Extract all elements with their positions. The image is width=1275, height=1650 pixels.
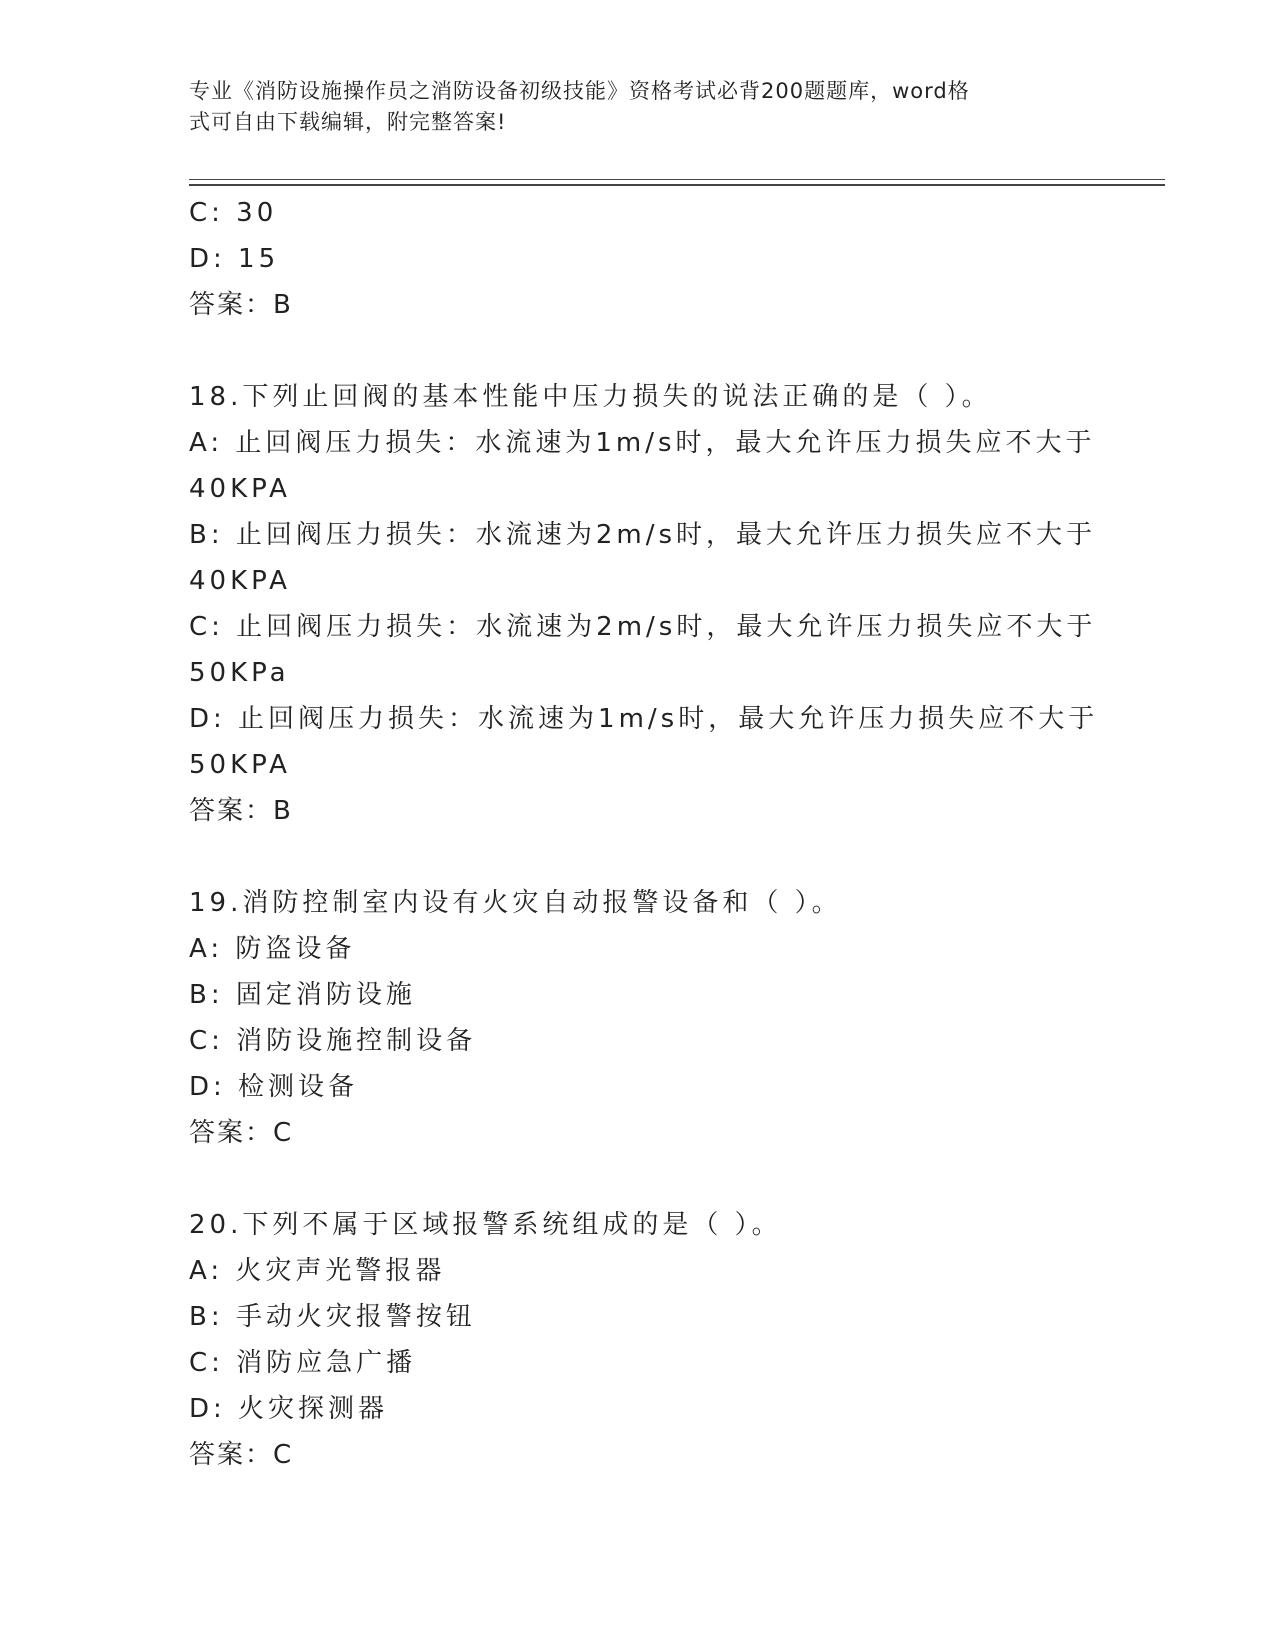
header-divider-bottom — [189, 184, 1165, 186]
question-20 — [189, 1202, 1089, 1478]
spacer — [189, 1156, 1089, 1202]
option-c: C: 消防应急广播 — [189, 1348, 417, 1378]
option-d: D: 止回阀压力损失：水流速为1m/s时，最大允许压力损失应不大于 — [189, 704, 1099, 734]
option-d: D: 15 — [189, 244, 280, 274]
option-a: A: 火灾声光警报器 — [189, 1256, 446, 1286]
option-d-continuation: 50KPA — [189, 750, 291, 780]
question-text: 19.消防控制室内设有火灾自动报警设备和（ ）。 — [189, 888, 842, 918]
spacer — [189, 834, 1089, 880]
option-b-continuation: 40KPA — [189, 566, 291, 596]
header-line-2: 式可自由下载编辑，附完整答案! — [189, 110, 507, 134]
question-17-tail — [189, 190, 1089, 328]
option-b: B: 止回阀压力损失：水流速为2m/s时，最大允许压力损失应不大于 — [189, 520, 1097, 550]
question-19 — [189, 880, 1089, 1156]
header-line-1: 专业《消防设施操作员之消防设备初级技能》资格考试必背200题题库，word格 — [189, 79, 970, 103]
question-text: 18.下列止回阀的基本性能中压力损失的说法正确的是（ ）。 — [189, 382, 992, 412]
option-d: D: 检测设备 — [189, 1072, 359, 1102]
option-c: C: 消防设施控制设备 — [189, 1026, 477, 1056]
answer-line: 答案：C — [189, 1440, 294, 1470]
option-a: A: 止回阀压力损失：水流速为1m/s时，最大允许压力损失应不大于 — [189, 428, 1096, 458]
answer-line: 答案：B — [189, 796, 293, 826]
document-header — [189, 76, 1079, 138]
option-b: B: 手动火灾报警按钮 — [189, 1302, 476, 1332]
question-text: 20.下列不属于区域报警系统组成的是（ ）。 — [189, 1210, 782, 1240]
question-18 — [189, 374, 1099, 834]
option-a-continuation: 40KPA — [189, 474, 291, 504]
answer-line: 答案：B — [189, 290, 293, 320]
option-b: B: 固定消防设施 — [189, 980, 416, 1010]
option-c-continuation: 50KPa — [189, 658, 290, 688]
option-a: A: 防盗设备 — [189, 934, 356, 964]
spacer — [189, 328, 1089, 374]
option-c: C: 止回阀压力损失：水流速为2m/s时，最大允许压力损失应不大于 — [189, 612, 1097, 642]
header-divider-top — [189, 179, 1165, 180]
option-c: C: 30 — [189, 198, 278, 228]
answer-line: 答案：C — [189, 1118, 294, 1148]
option-d: D: 火灾探测器 — [189, 1394, 389, 1424]
document-body — [189, 190, 1099, 1478]
